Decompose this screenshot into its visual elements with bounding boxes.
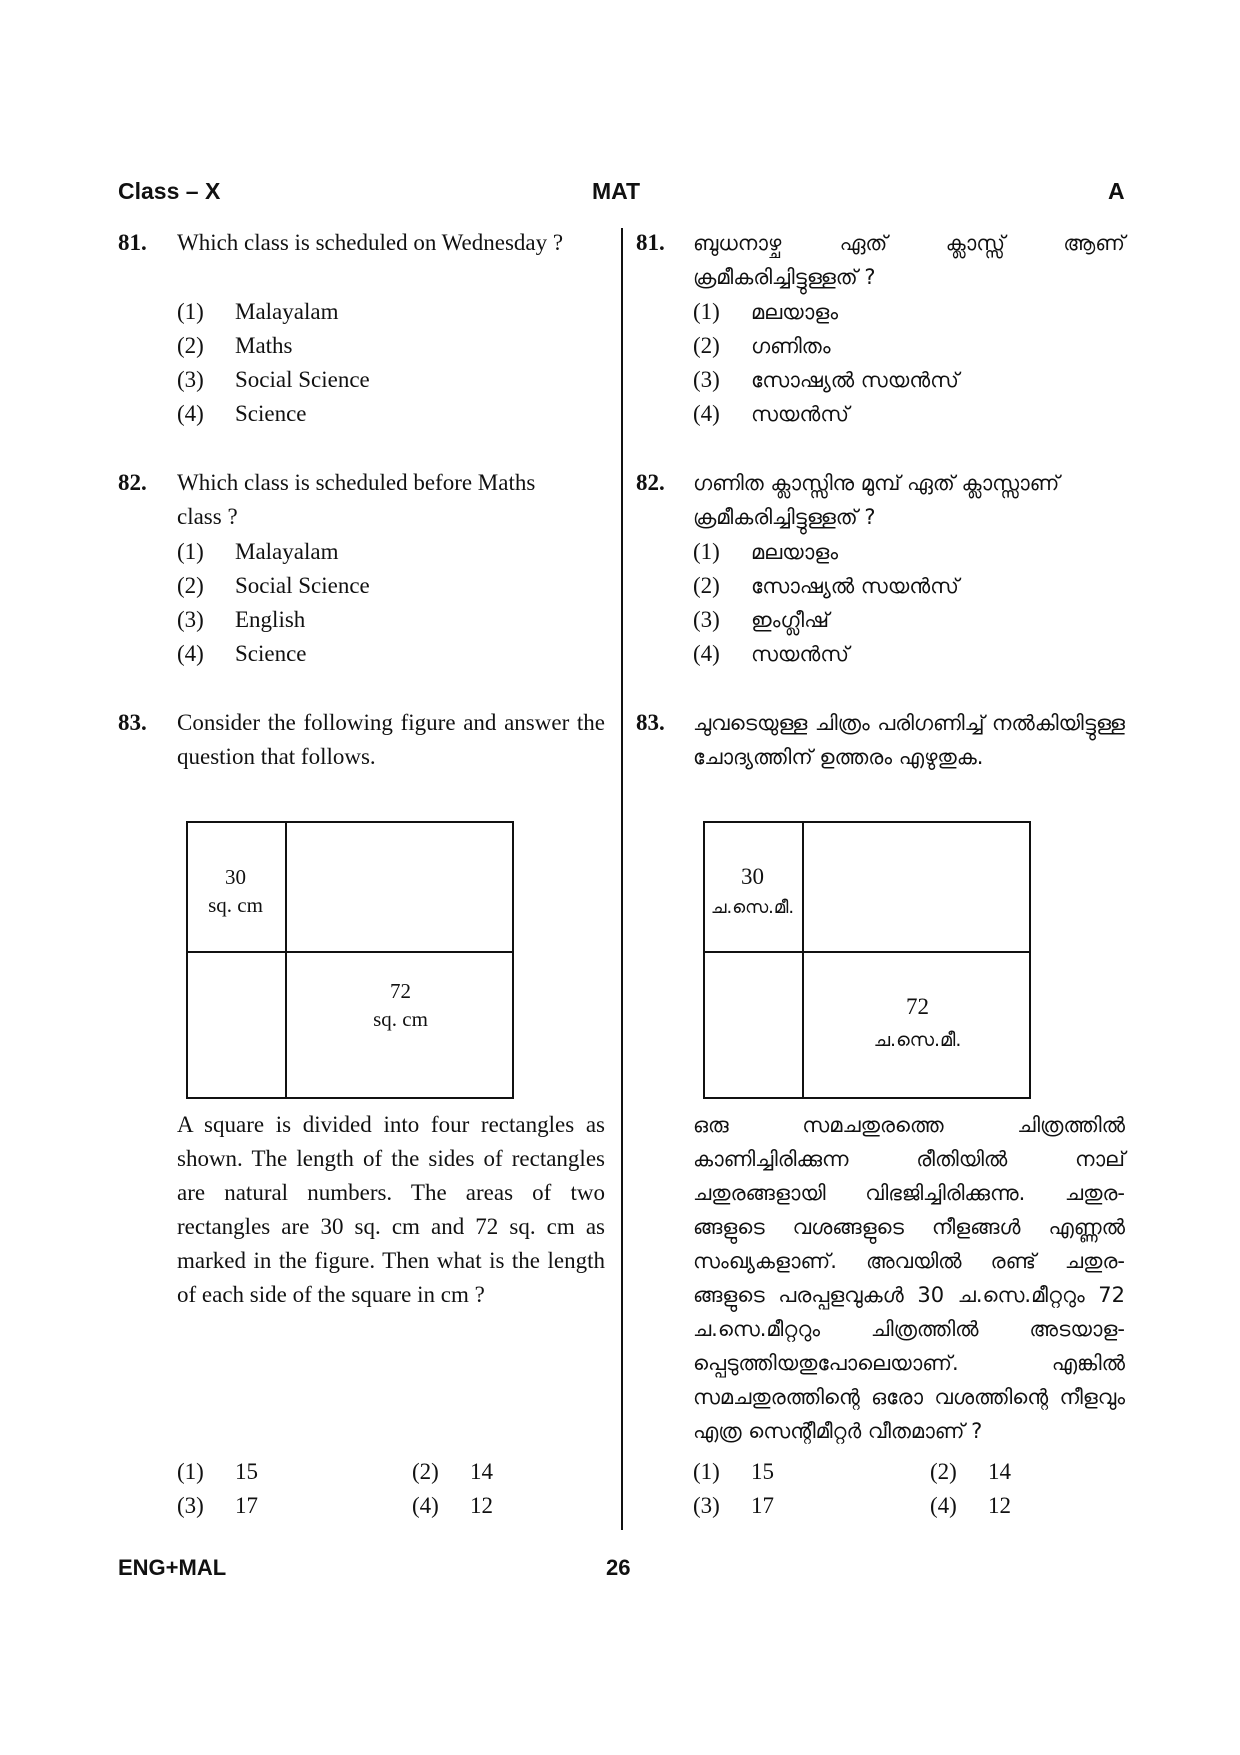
question-number: 82. (118, 470, 147, 495)
option-number: (4) (693, 641, 720, 666)
option (693, 1489, 774, 1523)
option (177, 637, 307, 671)
option-text: English (235, 607, 306, 632)
question-text: ചുവടെയുള്ള ചിത്രം പരിഗണിച്ച് നൽകിയിട്ടുള്ള ചോദ്യത്തിന് ഉത്തരം എഴുതുക. (693, 711, 1125, 769)
option-text: 17 (751, 1493, 774, 1518)
option-number: (4) (693, 401, 720, 426)
option-text: Social Science (235, 573, 370, 598)
option-number: (2) (177, 333, 204, 358)
option-number: (2) (177, 573, 204, 598)
option (177, 535, 338, 569)
option-text: മലയാളം (751, 300, 839, 324)
option-text: സയൻസ് (751, 642, 850, 666)
option-number: (1) (177, 1459, 204, 1484)
figure-label-bottom-right (804, 990, 1031, 1056)
option-number: (3) (177, 1493, 204, 1518)
figure-label-top-left (186, 863, 285, 919)
option-number: (3) (177, 607, 204, 632)
option-text: ഗണിതം (751, 334, 831, 358)
footer-language: ENG+MAL (118, 1555, 227, 1580)
option-number: (2) (693, 573, 720, 598)
option (930, 1489, 1011, 1523)
area-unit: sq. cm (373, 1007, 428, 1031)
option (693, 535, 838, 569)
option-number: (4) (177, 641, 204, 666)
question-text: Consider the following figure and answer the question that follows. (177, 710, 605, 769)
option (412, 1489, 493, 1523)
question-number: 81. (118, 230, 147, 255)
figure-horizontal-divider (186, 951, 514, 953)
option-text: 17 (235, 1493, 258, 1518)
option-text: 12 (988, 1493, 1011, 1518)
area-unit: ച.സെ.മീ. (873, 1029, 962, 1051)
figure-vertical-divider (285, 821, 287, 1099)
option (412, 1455, 493, 1489)
option-text: Science (235, 641, 307, 666)
option-text: 15 (751, 1459, 774, 1484)
option-text: ഇംഗ്ലീഷ് (751, 608, 830, 632)
question-body: A square is divided into four rectangles as shown. The length of the sides of rectangles are natural numbers. The areas of two rectangles are 30 sq. cm and 72 sq. cm as marked in the figure. Then what is the length of each side of the square in cm ? (177, 1112, 605, 1307)
area-unit: sq. cm (208, 893, 263, 917)
option-number: (1) (693, 539, 720, 564)
area-value: 30 (741, 864, 764, 889)
option (177, 295, 338, 329)
option-text: Malayalam (235, 299, 339, 324)
question-number: 83. (118, 710, 147, 735)
option (177, 603, 305, 637)
option-text: 14 (470, 1459, 493, 1484)
question-text-line2: ക്രമീകരിച്ചിട്ടുള്ളത് ? (693, 265, 876, 289)
option-number: (2) (412, 1459, 439, 1484)
option-text: സോഷ്യൽ സയൻസ് (751, 574, 959, 598)
word: ഏത് (839, 231, 888, 255)
question-text: Which class is scheduled on Wednesday ? (177, 230, 564, 255)
option-text: Science (235, 401, 307, 426)
area-value: 30 (225, 865, 246, 889)
option-number: (4) (930, 1493, 957, 1518)
option (177, 329, 293, 363)
option (177, 569, 370, 603)
option (693, 295, 838, 329)
option (177, 363, 370, 397)
option-text: 15 (235, 1459, 258, 1484)
option (693, 397, 849, 431)
option (177, 397, 307, 431)
question-number: 83. (636, 710, 665, 735)
option-number: (3) (177, 367, 204, 392)
option (930, 1455, 1011, 1489)
header-set: A (1108, 178, 1125, 204)
figure-horizontal-divider (703, 951, 1031, 953)
option-number: (2) (693, 333, 720, 358)
option-text: Social Science (235, 367, 370, 392)
question-text-line1: ഗണിത ക്ലാസ്സിനു മുമ്പ് ഏത് ക്ലാസ്സാണ് (693, 471, 1060, 495)
option-number: (4) (412, 1493, 439, 1518)
word: ക്ലാസ്സ് (945, 231, 1006, 255)
option-number: (3) (693, 367, 720, 392)
option-number: (1) (177, 299, 204, 324)
option-number: (3) (693, 1493, 720, 1518)
question-text-line2: ക്രമീകരിച്ചിട്ടുള്ളത് ? (693, 505, 876, 529)
page-number: 26 (606, 1555, 631, 1580)
option (693, 637, 849, 671)
option-text: Malayalam (235, 539, 339, 564)
question-text-line1: Which class is scheduled before Maths (177, 470, 536, 495)
option-text: 14 (988, 1459, 1011, 1484)
option-text: 12 (470, 1493, 493, 1518)
header-class: Class – X (118, 178, 221, 204)
word: ആണ് (1063, 231, 1125, 255)
option (693, 1455, 774, 1489)
word: ബുധനാഴ്ച (693, 231, 782, 255)
question-number: 82. (636, 470, 665, 495)
column-divider (621, 228, 623, 1530)
option-text: മലയാളം (751, 540, 839, 564)
option (693, 569, 959, 603)
question-text-line1 (693, 226, 1125, 260)
option (177, 1455, 258, 1489)
area-value: 72 (906, 994, 929, 1019)
option-number: (4) (177, 401, 204, 426)
figure-label-top-left (703, 860, 802, 922)
option (693, 603, 829, 637)
option (693, 329, 831, 363)
option-number: (3) (693, 607, 720, 632)
question-number: 81. (636, 230, 665, 255)
option (177, 1489, 258, 1523)
option-number: (1) (693, 1459, 720, 1484)
area-value: 72 (390, 979, 411, 1003)
option-text: Maths (235, 333, 293, 358)
question-text-line2: class ? (177, 504, 238, 529)
area-unit: ച.സെ.മീ. (710, 897, 795, 918)
figure-vertical-divider (802, 821, 804, 1099)
option-number: (1) (693, 299, 720, 324)
option-text: സോഷ്യൽ സയൻസ് (751, 368, 959, 392)
header-subject: MAT (592, 178, 641, 204)
question-body: ഒരു സമചതുരത്തെ ചിത്രത്തിൽ കാണിച്ചിരിക്കുന്ന രീതിയിൽ നാല് ചതുരങ്ങളായി വിഭജിച്ചിരിക്കുന്നു. ചതുര-ങ്ങളുടെ വശങ്ങളുടെ നീളങ്ങൾ എണ്ണൽ സംഖ്യകളാണ്. അവയിൽ രണ്ട് ചതുര-ങ്ങളുടെ പരപ്പളവുകൾ 30 ച.സെ.മീറ്ററും 72 ച.സെ.മീറ്ററും ചിത്രത്തിൽ അടയാള-പ്പെടുത്തിയതുപോലെയാണ്. എങ്കിൽ സമചതുരത്തിന്റെ ഒരോ വശത്തിന്റെ നീളവും എത്ര സെന്റീമീറ്റർ വീതമാണ് ? (693, 1113, 1125, 1443)
option-number: (2) (930, 1459, 957, 1484)
option (693, 363, 959, 397)
option-number: (1) (177, 539, 204, 564)
option-text: സയൻസ് (751, 402, 850, 426)
figure-label-bottom-right (287, 977, 514, 1033)
